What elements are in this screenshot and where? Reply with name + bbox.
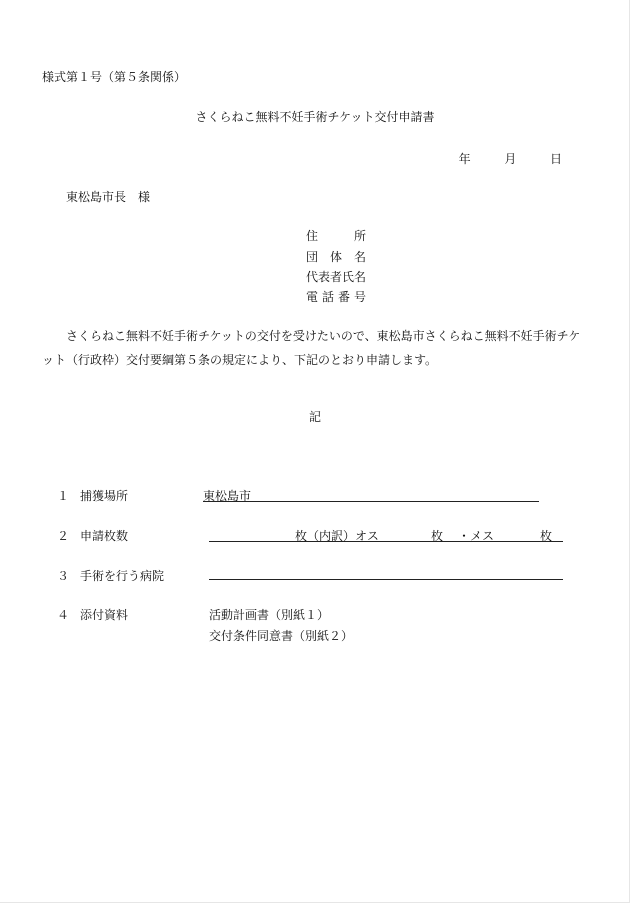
date-year-label: 年 [458, 152, 471, 166]
item-2-number: ２ [57, 529, 70, 543]
capture-location-value: 東松島市 [203, 489, 252, 503]
item-4-number: ４ [57, 608, 70, 622]
applicant-address-label [306, 227, 366, 244]
phone-char-4: 号 [354, 290, 367, 304]
ki-heading: 記 [308, 410, 321, 424]
group-name-char-3: 名 [354, 250, 367, 264]
female-label: ・メス [458, 529, 495, 543]
item-3-number: ３ [57, 569, 70, 583]
item-3-label: 手術を行う病院 [80, 569, 165, 583]
item-4-label: 添付資料 [80, 608, 129, 622]
attachment-2: 交付条件同意書（別紙２） [209, 629, 354, 643]
male-unit-label: 枚 [431, 529, 444, 543]
application-count-underline [209, 541, 563, 542]
date-month-label: 月 [504, 152, 517, 166]
attachment-1: 活動計画書（別紙１） [209, 608, 330, 622]
form-number: 様式第１号（第５条関係） [42, 70, 187, 84]
item-1-label: 捕獲場所 [80, 489, 129, 503]
count-unit-label: 枚（内訳）オス [295, 529, 379, 543]
applicant-phone-label [306, 288, 366, 305]
capture-location-underline [203, 501, 539, 502]
group-name-char-2: 体 [330, 250, 343, 264]
date-line [459, 150, 562, 167]
phone-char-3: 番 [338, 290, 351, 304]
address-char-1: 住 [306, 229, 319, 243]
applicant-representative-label: 代表者氏名 [306, 270, 367, 284]
phone-char-2: 話 [322, 290, 335, 304]
group-name-char-1: 団 [306, 250, 319, 264]
item-2-label: 申請枚数 [80, 529, 129, 543]
address-char-2: 所 [354, 229, 367, 243]
application-statement: さくらねこ無料不妊手術チケットの交付を受けたいので、東松島市さくらねこ無料不妊手術チケット（行政枠）交付要綱第５条の規定により、下記のとおり申請します。 [42, 329, 581, 367]
addressee: 東松島市長 様 [66, 190, 151, 204]
applicant-group-name-label [306, 248, 366, 265]
female-unit-label: 枚 [540, 529, 553, 543]
phone-char-1: 電 [306, 290, 319, 304]
date-day-label: 日 [549, 152, 562, 166]
hospital-underline [209, 579, 563, 580]
document-title: さくらねこ無料不妊手術チケット交付申請書 [195, 110, 435, 124]
item-1-number: １ [57, 489, 70, 503]
